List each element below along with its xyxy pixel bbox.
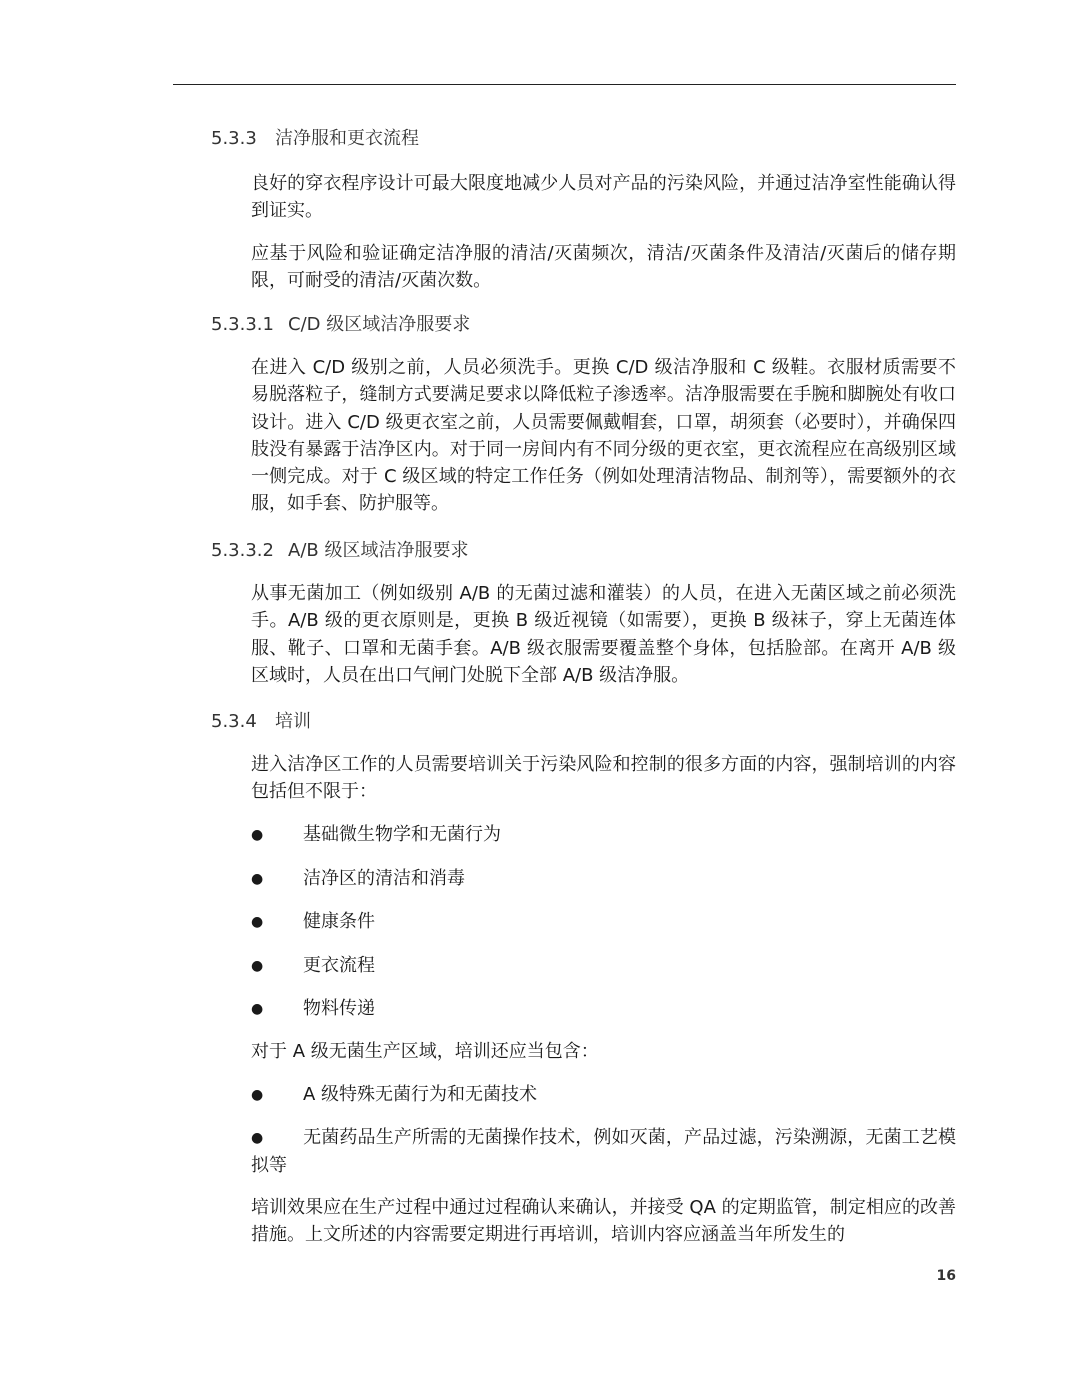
- bullet-icon: ●: [251, 1001, 264, 1017]
- list-item: [251, 1124, 956, 1180]
- bullet-icon: ●: [251, 871, 264, 887]
- bullet-icon: ●: [251, 958, 264, 974]
- list-item-text: 健康条件: [303, 911, 375, 932]
- section-title: A/B 级区域洁净服要求: [288, 540, 469, 561]
- section-title: 洁净服和更衣流程: [275, 128, 419, 149]
- section-heading-5-3-4: [211, 710, 311, 734]
- section-title: C/D 级区域洁净服要求: [288, 314, 471, 335]
- section-title: 培训: [275, 711, 311, 732]
- paragraph: 培训效果应在生产过程中通过过程确认来确认，并接受 QA 的定期监管，制定相应的改善措施。上文所述的内容需要定期进行再培训，培训内容应涵盖当年所发生的: [251, 1197, 956, 1246]
- list-item: [251, 952, 956, 980]
- list-item-text: 无菌药品生产所需的无菌操作技术，例如灭菌，产品过滤，污染溯源，无菌工艺模拟等: [251, 1127, 956, 1177]
- paragraph: 对于 A 级无菌生产区域，培训还应当包含：: [251, 1041, 599, 1062]
- list-item: [251, 821, 956, 849]
- list-item-text: 洁净区的清洁和消毒: [303, 868, 465, 889]
- list-item: [251, 995, 956, 1023]
- list-item: [251, 908, 956, 936]
- paragraph: 从事无菌加工（例如级别 A/B 的无菌过滤和灌装）的人员，在进入无菌区域之前必须洗手。A/B 级的更衣原则是，更换 B 级近视镜（如需要），更换 B 级袜子，穿上无菌连体服、靴子、口罩和无菌手套。A/B 级衣服需要覆盖整个身体，包括脸部。在离开 A/B 级区域时，人员在出口气闸门处脱下全部 A/B 级洁净服。: [251, 583, 956, 686]
- section-heading-5-3-3-2: [211, 539, 468, 563]
- list-item-text: A 级特殊无菌行为和无菌技术: [303, 1084, 538, 1105]
- section-number: 5.3.3.1: [211, 314, 274, 335]
- list-item: [251, 865, 956, 893]
- list-item-text: 物料传递: [303, 998, 375, 1019]
- bullet-icon: ●: [251, 1130, 264, 1146]
- bullet-icon: ●: [251, 827, 264, 843]
- list-item-text: 基础微生物学和无菌行为: [303, 824, 501, 845]
- section-number: 5.3.3: [211, 128, 257, 149]
- section-number: 5.3.3.2: [211, 540, 274, 561]
- bullet-icon: ●: [251, 914, 264, 930]
- section-heading-5-3-3: [211, 127, 419, 151]
- page-number: 16: [936, 1268, 956, 1284]
- bullet-icon: ●: [251, 1087, 264, 1103]
- paragraph: 良好的穿衣程序设计可最大限度地减少人员对产品的污染风险，并通过洁净室性能确认得到证实。: [251, 173, 956, 222]
- section-heading-5-3-3-1: [211, 313, 470, 337]
- section-number: 5.3.4: [211, 711, 257, 732]
- list-item: [251, 1081, 956, 1109]
- paragraph: 应基于风险和验证确定洁净服的清洁/灭菌频次，清洁/灭菌条件及清洁/灭菌后的储存期限，可耐受的清洁/灭菌次数。: [251, 243, 956, 292]
- header-rule: [173, 84, 956, 85]
- paragraph: 进入洁净区工作的人员需要培训关于污染风险和控制的很多方面的内容，强制培训的内容包括但不限于：: [251, 754, 956, 803]
- list-item-text: 更衣流程: [303, 955, 375, 976]
- paragraph: 在进入 C/D 级别之前，人员必须洗手。更换 C/D 级洁净服和 C 级鞋。衣服材质需要不易脱落粒子，缝制方式要满足要求以降低粒子渗透率。洁净服需要在手腕和脚腕处有收口设计。进入 C/D 级更衣室之前，人员需要佩戴帽套，口罩，胡须套（必要时），并确保四肢没有暴露于洁净区内。对于同一房间内有不同分级的更衣室，更衣流程应在高级别区域一侧完成。对于 C 级区域的特定工作任务（例如处理清洁物品、制剂等），需要额外的衣服，如手套、防护服等。: [251, 357, 956, 515]
